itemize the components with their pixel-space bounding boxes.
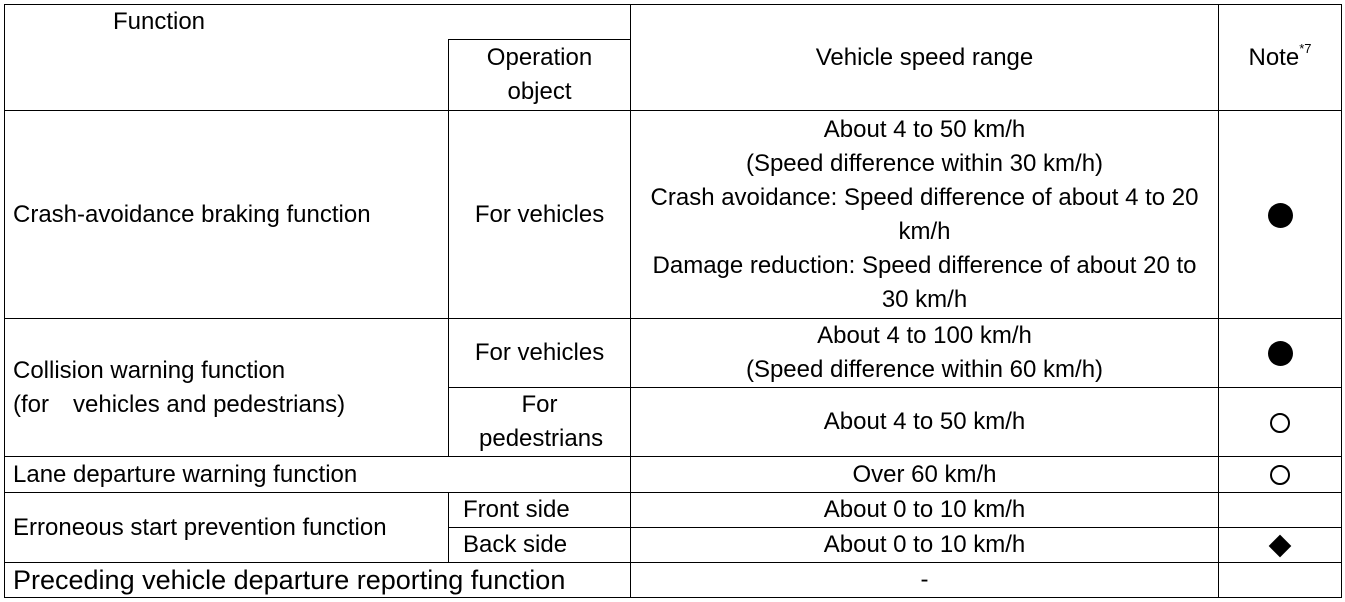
header-operation-object: Operation object bbox=[449, 40, 631, 111]
collision-vehicles-speed bbox=[631, 319, 1219, 388]
header-speed-range: Vehicle speed range bbox=[631, 5, 1219, 111]
collision-vehicles-speed-line1: About 4 to 100 km/h bbox=[817, 322, 1032, 349]
crash-speed bbox=[631, 111, 1219, 319]
hollow-circle-icon bbox=[1270, 465, 1290, 485]
header-note-label: Note bbox=[1248, 43, 1300, 71]
header-function: Function bbox=[112, 8, 206, 35]
header-function-cell bbox=[5, 5, 631, 40]
erroneous-front-note bbox=[1219, 493, 1342, 528]
crash-function: Crash-avoidance braking function bbox=[5, 111, 449, 319]
header-note bbox=[1219, 5, 1342, 111]
erroneous-back-note bbox=[1219, 528, 1342, 563]
preceding-note bbox=[1219, 563, 1342, 598]
lane-function: Lane departure warning function bbox=[5, 457, 631, 493]
filled-diamond-icon bbox=[1269, 534, 1292, 557]
collision-pedestrians-speed: About 4 to 50 km/h bbox=[631, 388, 1219, 457]
crash-speed-line4: Damage reduction: Speed difference of about 20 to 30 km/h bbox=[652, 251, 1197, 313]
header-function-blank bbox=[5, 40, 449, 111]
preceding-speed: - bbox=[631, 563, 1219, 598]
erroneous-function: Erroneous start prevention function bbox=[5, 493, 449, 563]
collision-pedestrians-note bbox=[1219, 388, 1342, 457]
hollow-circle-icon bbox=[1270, 413, 1290, 433]
collision-pedestrians-object: For pedestrians bbox=[449, 388, 631, 457]
crash-note bbox=[1219, 111, 1342, 319]
collision-vehicles-speed-line2: (Speed difference within 60 km/h) bbox=[745, 356, 1104, 383]
table-row bbox=[5, 493, 1342, 528]
crash-speed-line3: Crash avoidance: Speed difference of about 4 to 20 km/h bbox=[650, 183, 1199, 245]
filled-circle-icon bbox=[1268, 203, 1293, 228]
preceding-function: Preceding vehicle departure reporting function bbox=[5, 563, 631, 598]
erroneous-back-object: Back side bbox=[449, 528, 631, 563]
crash-speed-line1: About 4 to 50 km/h bbox=[823, 115, 1026, 143]
table-row bbox=[5, 319, 1342, 388]
table-row bbox=[5, 111, 1342, 319]
table-row bbox=[5, 563, 1342, 598]
lane-speed: Over 60 km/h bbox=[631, 457, 1219, 493]
collision-vehicles-object: For vehicles bbox=[449, 319, 631, 388]
header-note-footnote: *7 bbox=[1299, 40, 1312, 56]
erroneous-front-object: Front side bbox=[449, 493, 631, 528]
filled-circle-icon bbox=[1268, 341, 1293, 366]
collision-vehicles-note bbox=[1219, 319, 1342, 388]
crash-speed-line2: (Speed difference within 30 km/h) bbox=[745, 149, 1104, 177]
lane-note bbox=[1219, 457, 1342, 493]
table-row bbox=[5, 457, 1342, 493]
collision-function bbox=[5, 319, 449, 457]
function-speed-table bbox=[4, 4, 1342, 598]
crash-object: For vehicles bbox=[449, 111, 631, 319]
collision-function-line2: (for vehicles and pedestrians) bbox=[13, 390, 346, 418]
erroneous-back-speed: About 0 to 10 km/h bbox=[631, 528, 1219, 563]
erroneous-front-speed: About 0 to 10 km/h bbox=[631, 493, 1219, 528]
collision-function-line1: Collision warning function bbox=[13, 356, 286, 384]
